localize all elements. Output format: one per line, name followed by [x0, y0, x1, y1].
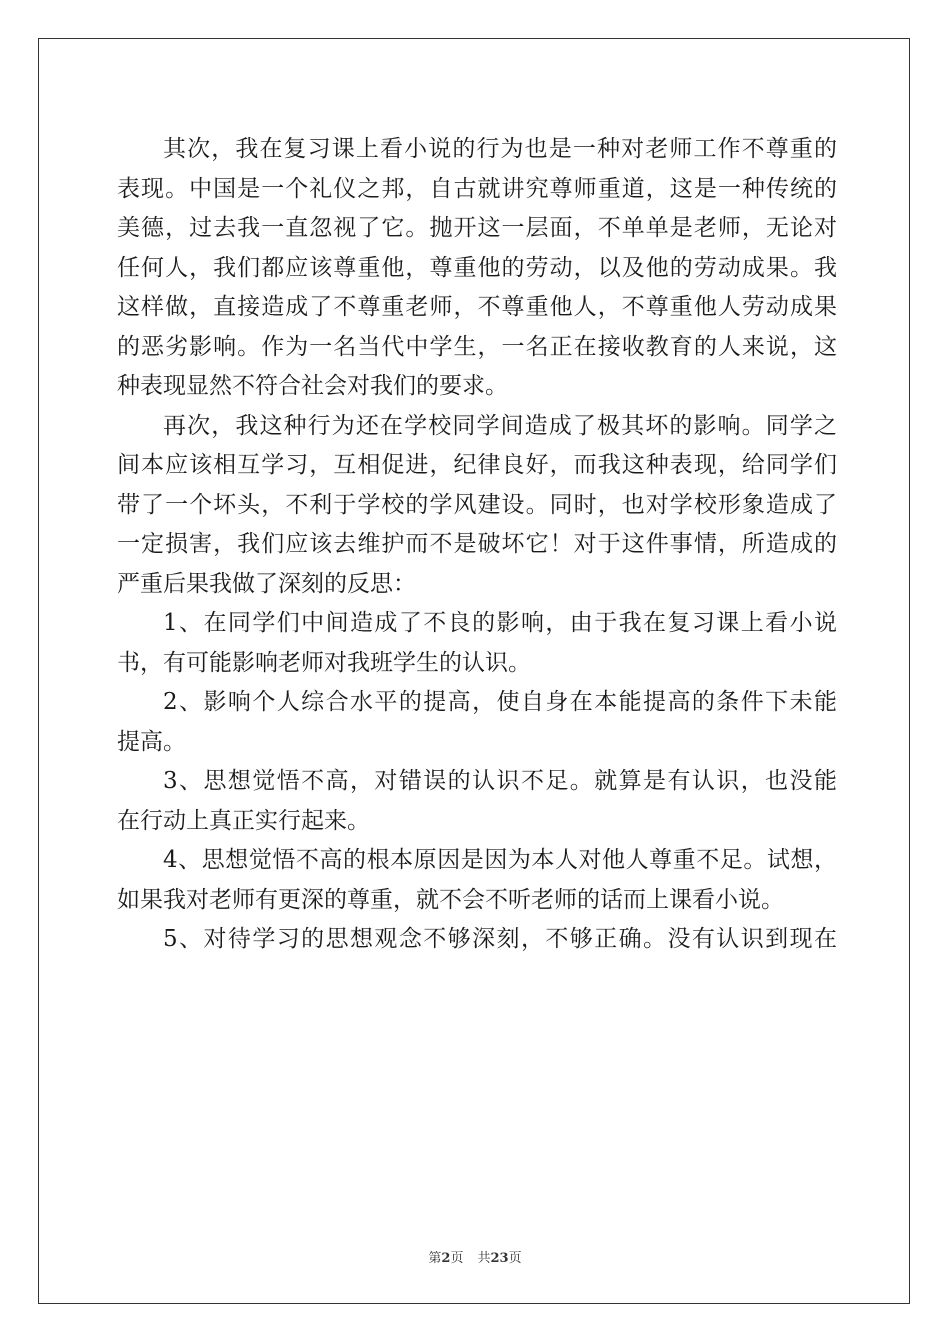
- text-line: 一定损害，我们应该去维护而不是破坏它！对于这件事情，所造成的: [117, 531, 837, 557]
- text-line: 如果我对老师有更深的尊重，就不会不听老师的话而上课看小说。: [117, 886, 784, 913]
- page-number: 2: [441, 1251, 451, 1266]
- text-line: 表现。中国是一个礼仪之邦，自古就讲究尊师重道，这是一种传统的: [117, 175, 837, 202]
- text-line: 书，有可能影响老师对我班学生的认识。: [117, 649, 531, 676]
- text-line: 种表现显然不符合社会对我们的要求。: [117, 373, 508, 399]
- text-line: 3、思想觉悟不高，对错误的认识不足。就算是有认识，也没能: [163, 768, 837, 794]
- page-footer: [0, 1247, 950, 1266]
- page-label-prefix: 第: [428, 1251, 442, 1266]
- total-label-suffix: 页: [508, 1251, 522, 1266]
- text-line: 这样做，直接造成了不尊重老师，不尊重他人，不尊重他人劳动成果: [117, 294, 837, 320]
- text-line: 严重后果我做了深刻的反思：: [117, 570, 416, 597]
- text-line: 带了一个坏头，不利于学校的学风建设。同时，也对学校形象造成了: [117, 491, 837, 518]
- document-body: [117, 130, 837, 960]
- total-pages: 23: [490, 1251, 509, 1266]
- text-line: 4、思想觉悟不高的根本原因是因为本人对他人尊重不足。试想，: [163, 847, 837, 873]
- total-label-prefix: 共: [477, 1251, 491, 1266]
- text-line: 美德，过去我一直忽视了它。抛开这一层面，不单单是老师，无论对: [117, 215, 837, 241]
- text-line: 其次，我在复习课上看小说的行为也是一种对老师工作不尊重的: [163, 136, 837, 162]
- text-line: 任何人，我们都应该尊重他，尊重他的劳动，以及他的劳动成果。我: [117, 254, 837, 281]
- text-line: 在行动上真正实行起来。: [117, 807, 370, 834]
- text-line: 5、对待学习的思想观念不够深刻，不够正确。没有认识到现在: [163, 926, 837, 952]
- text-line: 1、在同学们中间造成了不良的影响，由于我在复习课上看小说: [163, 610, 837, 636]
- text-line: 提高。: [117, 728, 186, 755]
- page-label-suffix: 页: [450, 1251, 464, 1266]
- text-line: 2、影响个人综合水平的提高，使自身在本能提高的条件下未能: [163, 689, 837, 715]
- text-line: 的恶劣影响。作为一名当代中学生，一名正在接收教育的人来说，这: [117, 333, 837, 360]
- text-line: 间本应该相互学习，互相促进，纪律良好，而我这种表现，给同学们: [117, 452, 837, 478]
- text-line: 再次，我这种行为还在学校同学间造成了极其坏的影响。同学之: [163, 412, 837, 439]
